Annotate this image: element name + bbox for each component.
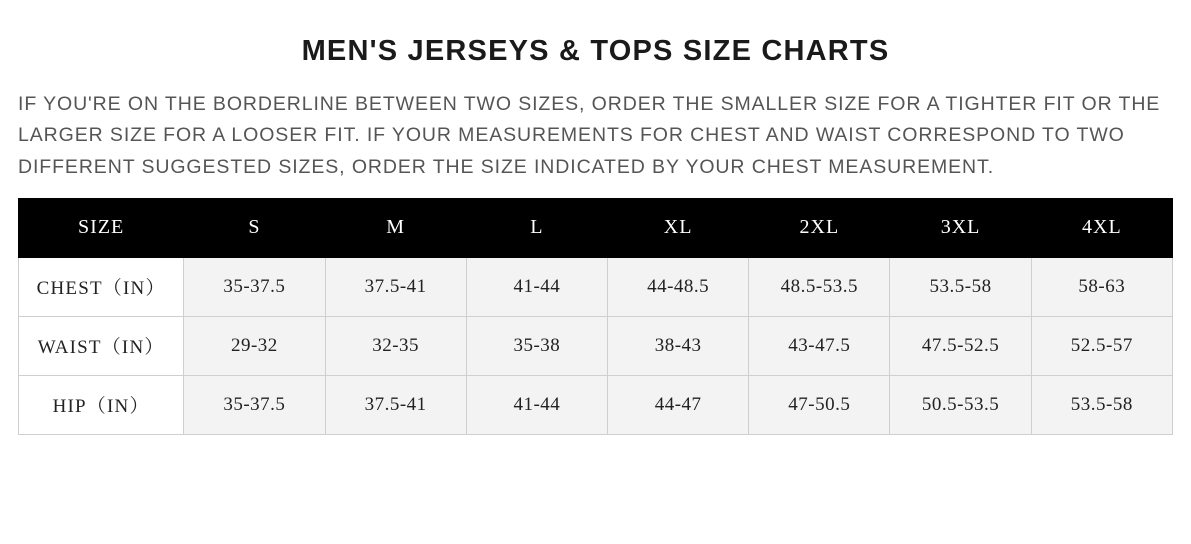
cell-waist-m: 32-35: [325, 316, 466, 375]
cell-chest-s: 35-37.5: [184, 257, 325, 316]
cell-hip-2xl: 47-50.5: [749, 375, 890, 434]
cell-hip-xl: 44-47: [607, 375, 748, 434]
cell-chest-4xl: 58-63: [1031, 257, 1172, 316]
row-label-waist: WAIST（IN）: [19, 316, 184, 375]
cell-chest-3xl: 53.5-58: [890, 257, 1031, 316]
column-header-xl: XL: [607, 198, 748, 257]
table-row: [19, 375, 1173, 434]
cell-waist-s: 29-32: [184, 316, 325, 375]
fit-guidance-text: IF YOU'RE ON THE BORDERLINE BETWEEN TWO SIZES, ORDER THE SMALLER SIZE FOR A TIGHTER FIT OR THE LARGER SIZE FOR A LOOSER FIT. IF YOUR MEASUREMENTS FOR CHEST AND WAIST CORRESPOND TO TWO DIFFERENT SUGGESTED SIZES, ORDER THE SIZE INDICATED BY YOUR CHEST MEASUREMENT.: [18, 92, 1161, 178]
cell-waist-2xl: 43-47.5: [749, 316, 890, 375]
column-header-4xl: 4XL: [1031, 198, 1172, 257]
page-title: MEN'S JERSEYS & TOPS SIZE CHARTS: [301, 35, 890, 67]
column-header-m: M: [325, 198, 466, 257]
cell-chest-m: 37.5-41: [325, 257, 466, 316]
column-header-l: L: [466, 198, 607, 257]
size-chart-page: [0, 34, 1191, 544]
size-chart-table: [18, 198, 1173, 435]
column-header-3xl: 3XL: [890, 198, 1031, 257]
cell-hip-s: 35-37.5: [184, 375, 325, 434]
cell-chest-xl: 44-48.5: [607, 257, 748, 316]
cell-hip-l: 41-44: [466, 375, 607, 434]
cell-hip-m: 37.5-41: [325, 375, 466, 434]
row-label-chest: CHEST（IN）: [19, 257, 184, 316]
column-header-2xl: 2XL: [749, 198, 890, 257]
cell-waist-l: 35-38: [466, 316, 607, 375]
table-header-row: [19, 198, 1173, 257]
cell-chest-2xl: 48.5-53.5: [749, 257, 890, 316]
cell-hip-3xl: 50.5-53.5: [890, 375, 1031, 434]
table-row: [19, 257, 1173, 316]
column-header-size: SIZE: [19, 198, 184, 257]
row-label-hip: HIP（IN）: [19, 375, 184, 434]
cell-chest-l: 41-44: [466, 257, 607, 316]
column-header-s: S: [184, 198, 325, 257]
cell-waist-3xl: 47.5-52.5: [890, 316, 1031, 375]
size-chart-table-container: [18, 198, 1173, 435]
cell-waist-xl: 38-43: [607, 316, 748, 375]
cell-hip-4xl: 53.5-58: [1031, 375, 1172, 434]
table-row: [19, 316, 1173, 375]
cell-waist-4xl: 52.5-57: [1031, 316, 1172, 375]
